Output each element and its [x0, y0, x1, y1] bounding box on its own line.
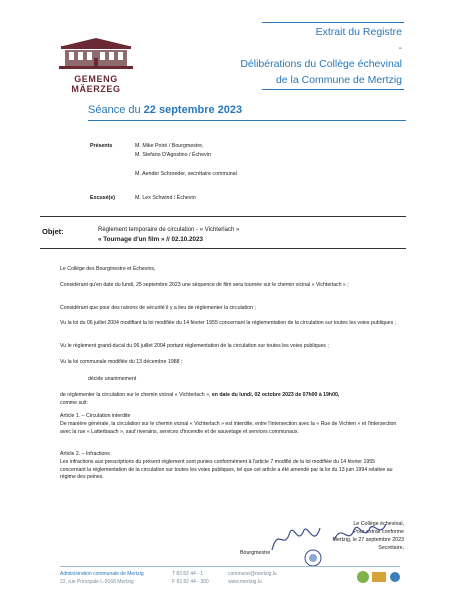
objet-line-1: Règlement temporaire de circulation - « Vichterlach » [98, 227, 240, 233]
title-line-1: Extrait du Registre [315, 26, 402, 38]
signature-extrait: Pour extrait conforme [353, 529, 404, 535]
paragraph-vu-loi: Vu la loi du 06 juillet 2004 modifiant la loi modifiée du 14 février 1955 concernant la réglementation de la circulation sur toutes les voies publiques ; [60, 320, 397, 326]
reglementer-suit: comme suit: [60, 399, 88, 406]
signature-college: Le Collège échevinal, [353, 521, 404, 527]
paragraph-vu-reglement: Vu le règlement grand-ducal du 06 juillet 2004 portant réglementation de la circulation sur toutes les voies publiques ; [60, 343, 329, 349]
objet-rule-top [40, 216, 406, 217]
building-logo-icon [55, 36, 137, 72]
signature-secretaire: Secrétaire, [378, 545, 404, 551]
present-3: M. Aender Schroeder, secrétaire communal [135, 171, 237, 177]
objet-line-2: « Tournage d'un film » // 02.10.2023 [98, 236, 203, 243]
handwritten-signature-secretaire [330, 516, 390, 550]
article-1-text: De manière générale, la circulation sur le chemin vicinal « Vichterlach » est interdite, entre l'intersection avec la « Rue de Vichten » et l'intersection avec la rue « Latterbaach », sauf riverains, services d'incendie et de sauvetage et services communaux. [60, 421, 397, 435]
paragraph-reglementer [60, 392, 400, 407]
objet-label: Objet: [42, 227, 64, 236]
footer-organisation [60, 570, 144, 586]
commune-logo [49, 36, 143, 94]
footer-org-name: Administration communale de Mertzig [60, 571, 144, 577]
decide-unanimement: décide unanimement [88, 376, 137, 382]
paragraph-vu-loi-communale: Vu la loi communale modifiée du 13 décembre 1988 ; [60, 359, 183, 365]
footer-tel: T 83 82 44 - 1 [172, 571, 204, 577]
title-rule-bottom [262, 89, 404, 90]
footer-rule [60, 566, 400, 567]
article-1-title: Article 1. – Circulation interdite [60, 413, 131, 419]
present-1: M. Mike Poiré / Bourgmestre, [135, 143, 204, 149]
article-2-title: Article 2. – Infractions [60, 451, 110, 457]
footer-phones [172, 570, 209, 586]
document-title [206, 24, 402, 88]
commune-seal-icon [298, 548, 328, 568]
reglementer-date: en date du lundi, 02 octobre 2023 de 07h00 à 19h00, [211, 392, 340, 398]
partner-logos-icon [356, 569, 402, 585]
title-line-2: Délibérations du Collège échevinal [240, 58, 402, 70]
paragraph-college: Le Collège des Bourgmestre et Échevins, [60, 266, 156, 272]
present-label: Présents [90, 143, 113, 149]
article-2-text: Les infractions aux prescriptions du présent règlement sont punies conformément à l'article 7 modifié de la loi modifiée du 14 février 1955 concernant la réglementation de la circulation sur toutes les voies publiques, tel que cet article a été amendé par la loi du 13 juin 1994 relative au régime des peines. [60, 459, 393, 481]
footer-fax: F 83 82 44 - 300 [172, 579, 209, 585]
title-dash: - [398, 42, 402, 54]
logo-text: GEMENG MÄERZEG [71, 74, 121, 94]
session-date [88, 104, 242, 116]
footer-contact [228, 570, 277, 586]
session-rule [88, 120, 406, 121]
session-date-value: 22 septembre 2023 [143, 104, 243, 116]
paragraph-considerant-1: Considérant qu'en date du lundi, 25 septembre 2023 une séquence de film sera tournée sur le chemin vicinal « Vichterlach » ; [60, 282, 349, 288]
objet-rule-bottom [40, 248, 406, 249]
reglementer-text: de réglementer la circulation sur le chemin vicinal « Vichterlach », [60, 392, 211, 398]
signature-bourgmestre: Bourgmestre [240, 550, 271, 556]
title-line-3: de la Commune de Mertzig [275, 74, 402, 86]
excused-1: M. Lex Schwind / Échevin [135, 195, 196, 201]
footer-web[interactable]: www.mertzig.lu [228, 579, 262, 585]
excused-label: Excusé(e) [90, 195, 116, 201]
signature-date: Mertzig, le 27 septembre 2023 [332, 537, 404, 543]
paragraph-considerant-2: Considérant que pour des raisons de sécurité il y a lieu de réglementer la circulation ; [60, 305, 256, 311]
session-prefix: Séance du [88, 104, 141, 116]
footer-email[interactable]: commune@mertzig.lu [228, 571, 277, 577]
present-2: M. Stefano D'Agostino / Échevin [135, 152, 211, 158]
title-rule-top [262, 22, 404, 23]
footer-address: 22, rue Principale L-9168 Mertzig [60, 579, 134, 585]
